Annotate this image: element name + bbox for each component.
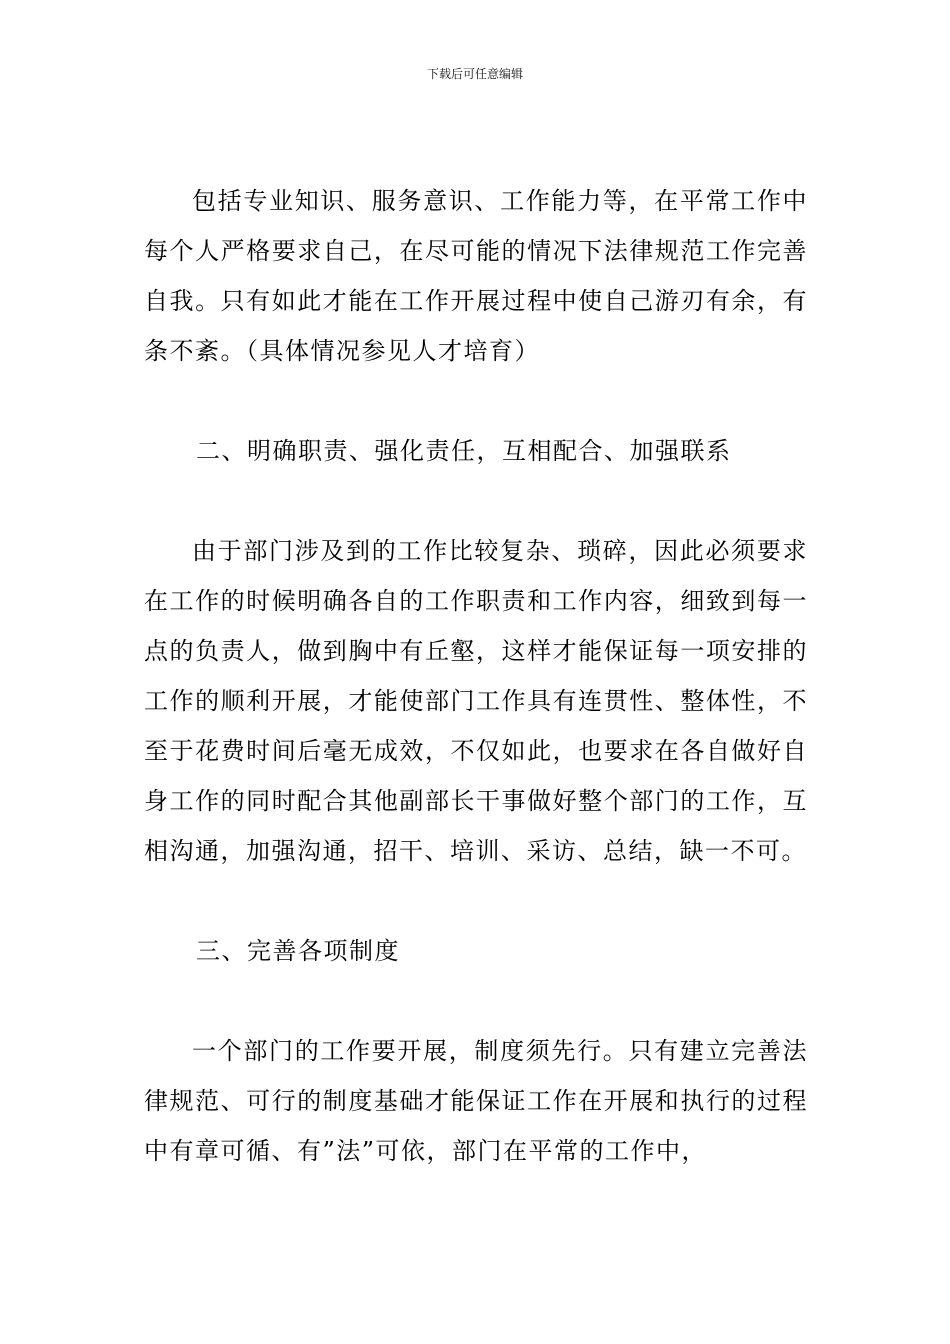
paragraph-professional-quality: 包括专业知识、服务意识、工作能力等，在平常工作中每个人严格要求自己，在尽可能的情况下法律规范工作完善自我。只有如此才能在工作开展过程中使自己游刃有余，有条不紊。（具体情况参见人才培育） <box>144 187 808 365</box>
page-header: 下载后可任意编辑 <box>426 67 523 81</box>
paragraph-spacer <box>144 876 808 926</box>
paragraph-spacer <box>144 976 808 1026</box>
paragraph-responsibilities: 由于部门涉及到的工作比较复杂、琐碎，因此必须要求在工作的时候明确各自的工作职责和工作内容，细致到每一点的负责人，做到胸中有丘壑，这样才能保证每一项安排的工作的顺利开展，才能使部门工作具有连贯性、整体性，不至于花费时间后毫无成效，不仅如此，也要求在各自做好自身工作的同时配合其他副部长干事做好整个部门的工作，互相沟通，加强沟通，招干、培训、采访、总结，缺一不可。 <box>144 537 808 865</box>
section-heading-two: 二、明确职责、强化责任，互相配合、加强联系 <box>196 437 732 465</box>
document-body <box>144 176 808 1176</box>
section-heading-three: 三、完善各项制度 <box>196 937 400 965</box>
paragraph-spacer <box>144 376 808 426</box>
paragraph-systems: 一个部门的工作要开展，制度须先行。只有建立完善法律规范、可行的制度基础才能保证工作在开展和执行的过程中有章可循、有”法”可依，部门在平常的工作中， <box>144 1037 808 1165</box>
paragraph-spacer <box>144 476 808 526</box>
